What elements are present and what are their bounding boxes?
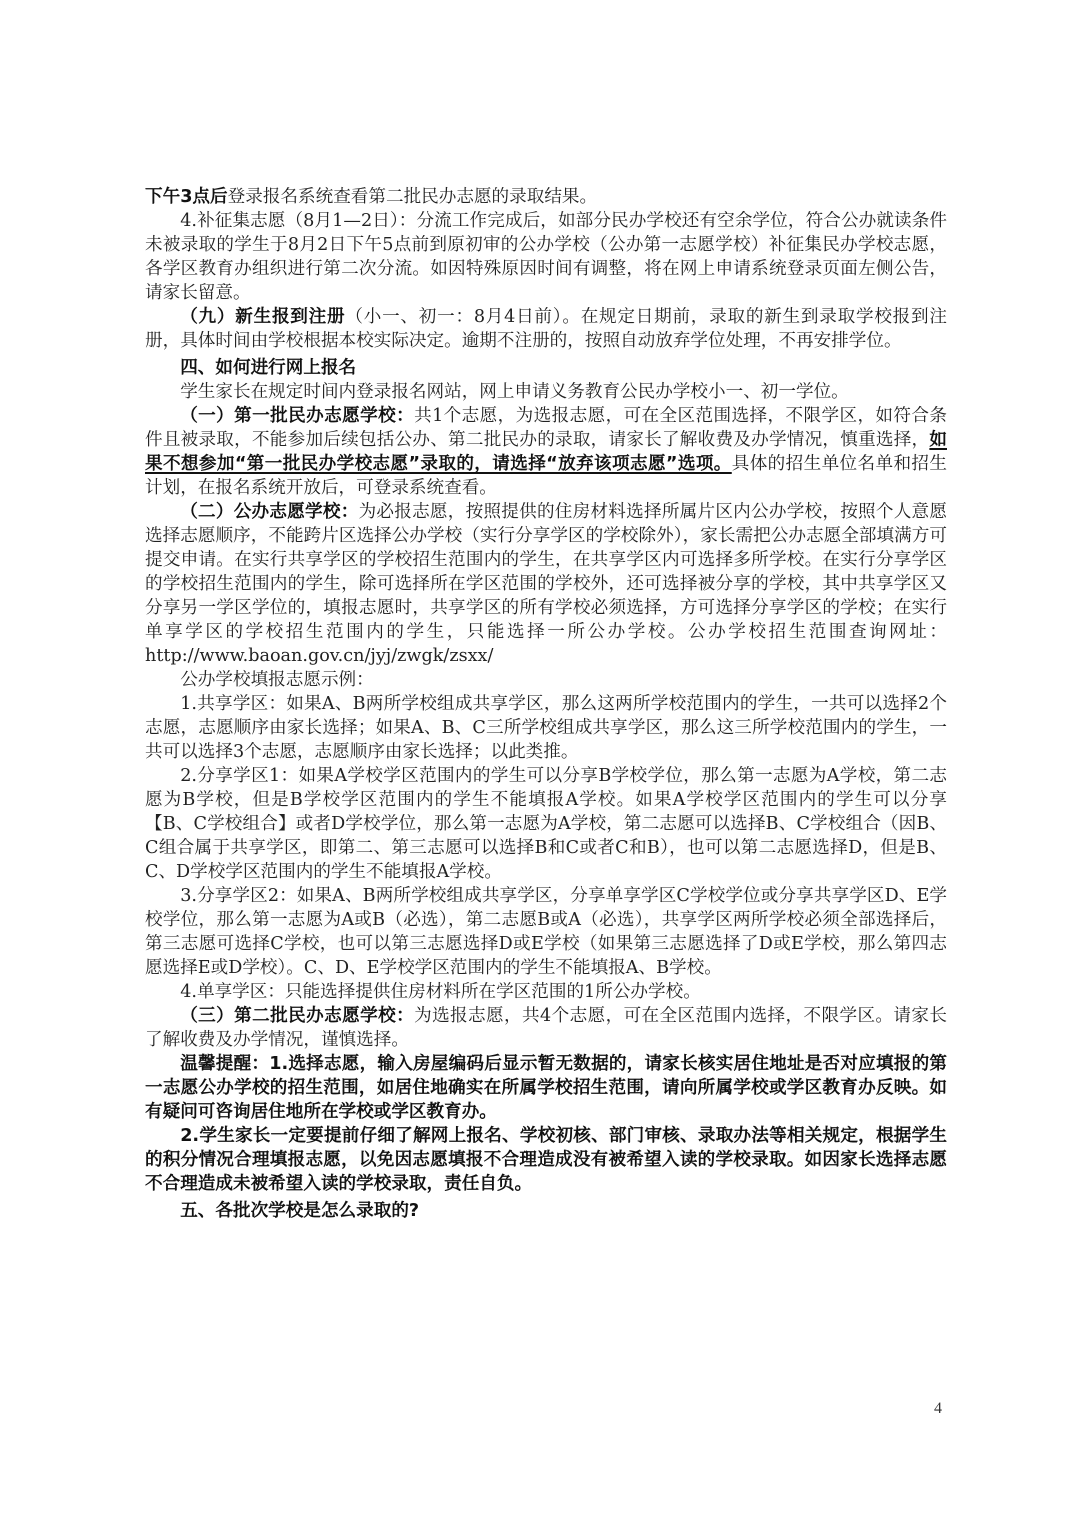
text: 2.分享学区1：如果A学校学区范围内的学生可以分享B学校学位，那么第一志愿为A学校，第二志愿为B学校，但是B学校学区范围内的学生不能填报A学校。如果A学校学区范围内的学生可以分享【B、C学校组合】或者D学校学位，那么第一志愿为A学校，第二志愿可以选择B、C学校组合（因B、C组合属于共享学区，即第二、第三志愿可以选择B和C或者C和B），也可以第二志愿选择D，但是B、C、D学校学区范围内的学生不能填报A学校。 <box>145 766 947 882</box>
paragraph <box>145 692 947 764</box>
text: 3.分享学区2：如果A、B两所学校组成共享学区，分享单享学区C学校学位或分享共享学区D、E学校学位，那么第一志愿为A或B（必选），第二志愿B或A（必选），共享学区两所学校必须全部选择后，第三志愿可选择C学校，也可以第三志愿选择D或E学校（如果第三志愿选择了D或E学校，那么第四志愿选择E或D学校）。C、D、E学校学区范围内的学生不能填报A、B学校。 <box>145 886 947 978</box>
paragraph <box>145 1052 947 1124</box>
paragraph <box>145 884 947 980</box>
paragraph <box>145 1124 947 1196</box>
text: 1.共享学区：如果A、B两所学校组成共享学区，那么这两所学校范围内的学生，一共可以选择2个志愿，志愿顺序由家长选择；如果A、B、C三所学校组成共享学区，那么这三所学校范围内的学生，一共可以选择3个志愿，志愿顺序由家长选择；以此类推。 <box>145 694 947 762</box>
text: 共1个志愿，为选报志愿，可在全区范围选择，不限学区，如符合条件且被录取，不能参加后续包括公办、第二批民办的录取，请家长了解收费及办学情况，慎重选择， <box>145 406 947 450</box>
text: 公办学校填报志愿示例： <box>180 670 374 690</box>
paragraph <box>145 305 947 353</box>
paragraph <box>145 500 947 668</box>
bold-text: 四、如何进行网上报名 <box>180 358 357 378</box>
paragraph <box>145 668 947 692</box>
paragraph <box>145 1004 947 1052</box>
paragraph <box>145 764 947 884</box>
text: 具体的招生单位名单和招生计划，在报名系统开放后，可登录系统查看。 <box>145 454 947 498</box>
bold-text: （三）第二批民办志愿学校： <box>180 1006 415 1026</box>
paragraph <box>145 380 947 404</box>
text: 为选报志愿，共4个志愿，可在全区范围内选择，不限学区。请家长了解收费及办学情况，谨慎选择。 <box>145 1006 947 1050</box>
underlined-notice: 如果不想参加“第一批民办学校志愿”录取的，请选择“放弃该项志愿”选项。 <box>145 430 947 474</box>
bold-text: （一）第一批民办志愿学校： <box>180 406 415 426</box>
bold-text: 五、各批次学校是怎么录取的? <box>180 1201 420 1221</box>
text: 学生家长在规定时间内登录报名网站，网上申请义务教育公民办学校小一、初一学位。 <box>180 382 849 402</box>
paragraph <box>145 185 947 209</box>
paragraph <box>145 404 947 500</box>
paragraph <box>145 209 947 305</box>
page-number: 4 <box>934 1400 942 1417</box>
bold-text: 2.学生家长一定要提前仔细了解网上报名、学校初核、部门审核、录取办法等相关规定，根据学生的积分情况合理填报志愿，以免因志愿填报不合理造成没有被希望入读的学校录取。如因家长选择志愿不合理造成未被希望入读的学校录取，责任自负。 <box>145 1126 947 1194</box>
text: 4.单享学区：只能选择提供住房材料所在学区范围的1所公办学校。 <box>180 982 701 1002</box>
bold-text: （九）新生报到注册 <box>180 307 346 327</box>
bold-text: （二）公办志愿学校： <box>180 502 359 522</box>
document-body <box>145 185 947 1223</box>
text: 登录报名系统查看第二批民办志愿的录取结果。 <box>227 187 598 207</box>
section-heading <box>145 1199 947 1223</box>
paragraph <box>145 980 947 1004</box>
bold-text: 下午3点后 <box>145 187 228 207</box>
text: （小一、初一：8月4日前）。在规定日期前，录取的新生到录取学校报到注册，具体时间由学校根据本校实际决定。逾期不注册的，按照自动放弃学位处理，不再安排学位。 <box>145 307 947 351</box>
text: 4.补征集志愿（8月1—2日）：分流工作完成后，如部分民办学校还有空余学位，符合公办就读条件未被录取的学生于8月2日下午5点前到原初审的公办学校（公办第一志愿学校）补征集民办学校志愿，各学区教育办组织进行第二次分流。如因特殊原因时间有调整，将在网上申请系统登录页面左侧公告，请家长留意。 <box>145 211 947 303</box>
section-heading <box>145 356 947 380</box>
text: 为必报志愿，按照提供的住房材料选择所属片区内公办学校，按照个人意愿选择志愿顺序，不能跨片区选择公办学校（实行分享学区的学校除外），家长需把公办志愿全部填满方可提交申请。在实行共享学区的学校招生范围内的学生，在共享学区内可选择多所学校。在实行分享学区的学校招生范围内的学生，除可选择所在学区范围的学校外，还可选择被分享的学校，其中共享学区又分享另一学区学位的，填报志愿时，共享学区的所有学校必须选择，方可选择分享学区的学校；在实行单享学区的学校招生范围内的学生，只能选择一所公办学校。公办学校招生范围查询网址：http://www.baoan.gov.cn/jyj/zwgk/zsxx/ <box>145 502 947 666</box>
bold-text: 温馨提醒：1.选择志愿，输入房屋编码后显示暂无数据的，请家长核实居住地址是否对应填报的第一志愿公办学校的招生范围，如居住地确实在所属学校招生范围，请向所属学校或学区教育办反映。如有疑问可咨询居住地所在学校或学区教育办。 <box>145 1054 947 1122</box>
